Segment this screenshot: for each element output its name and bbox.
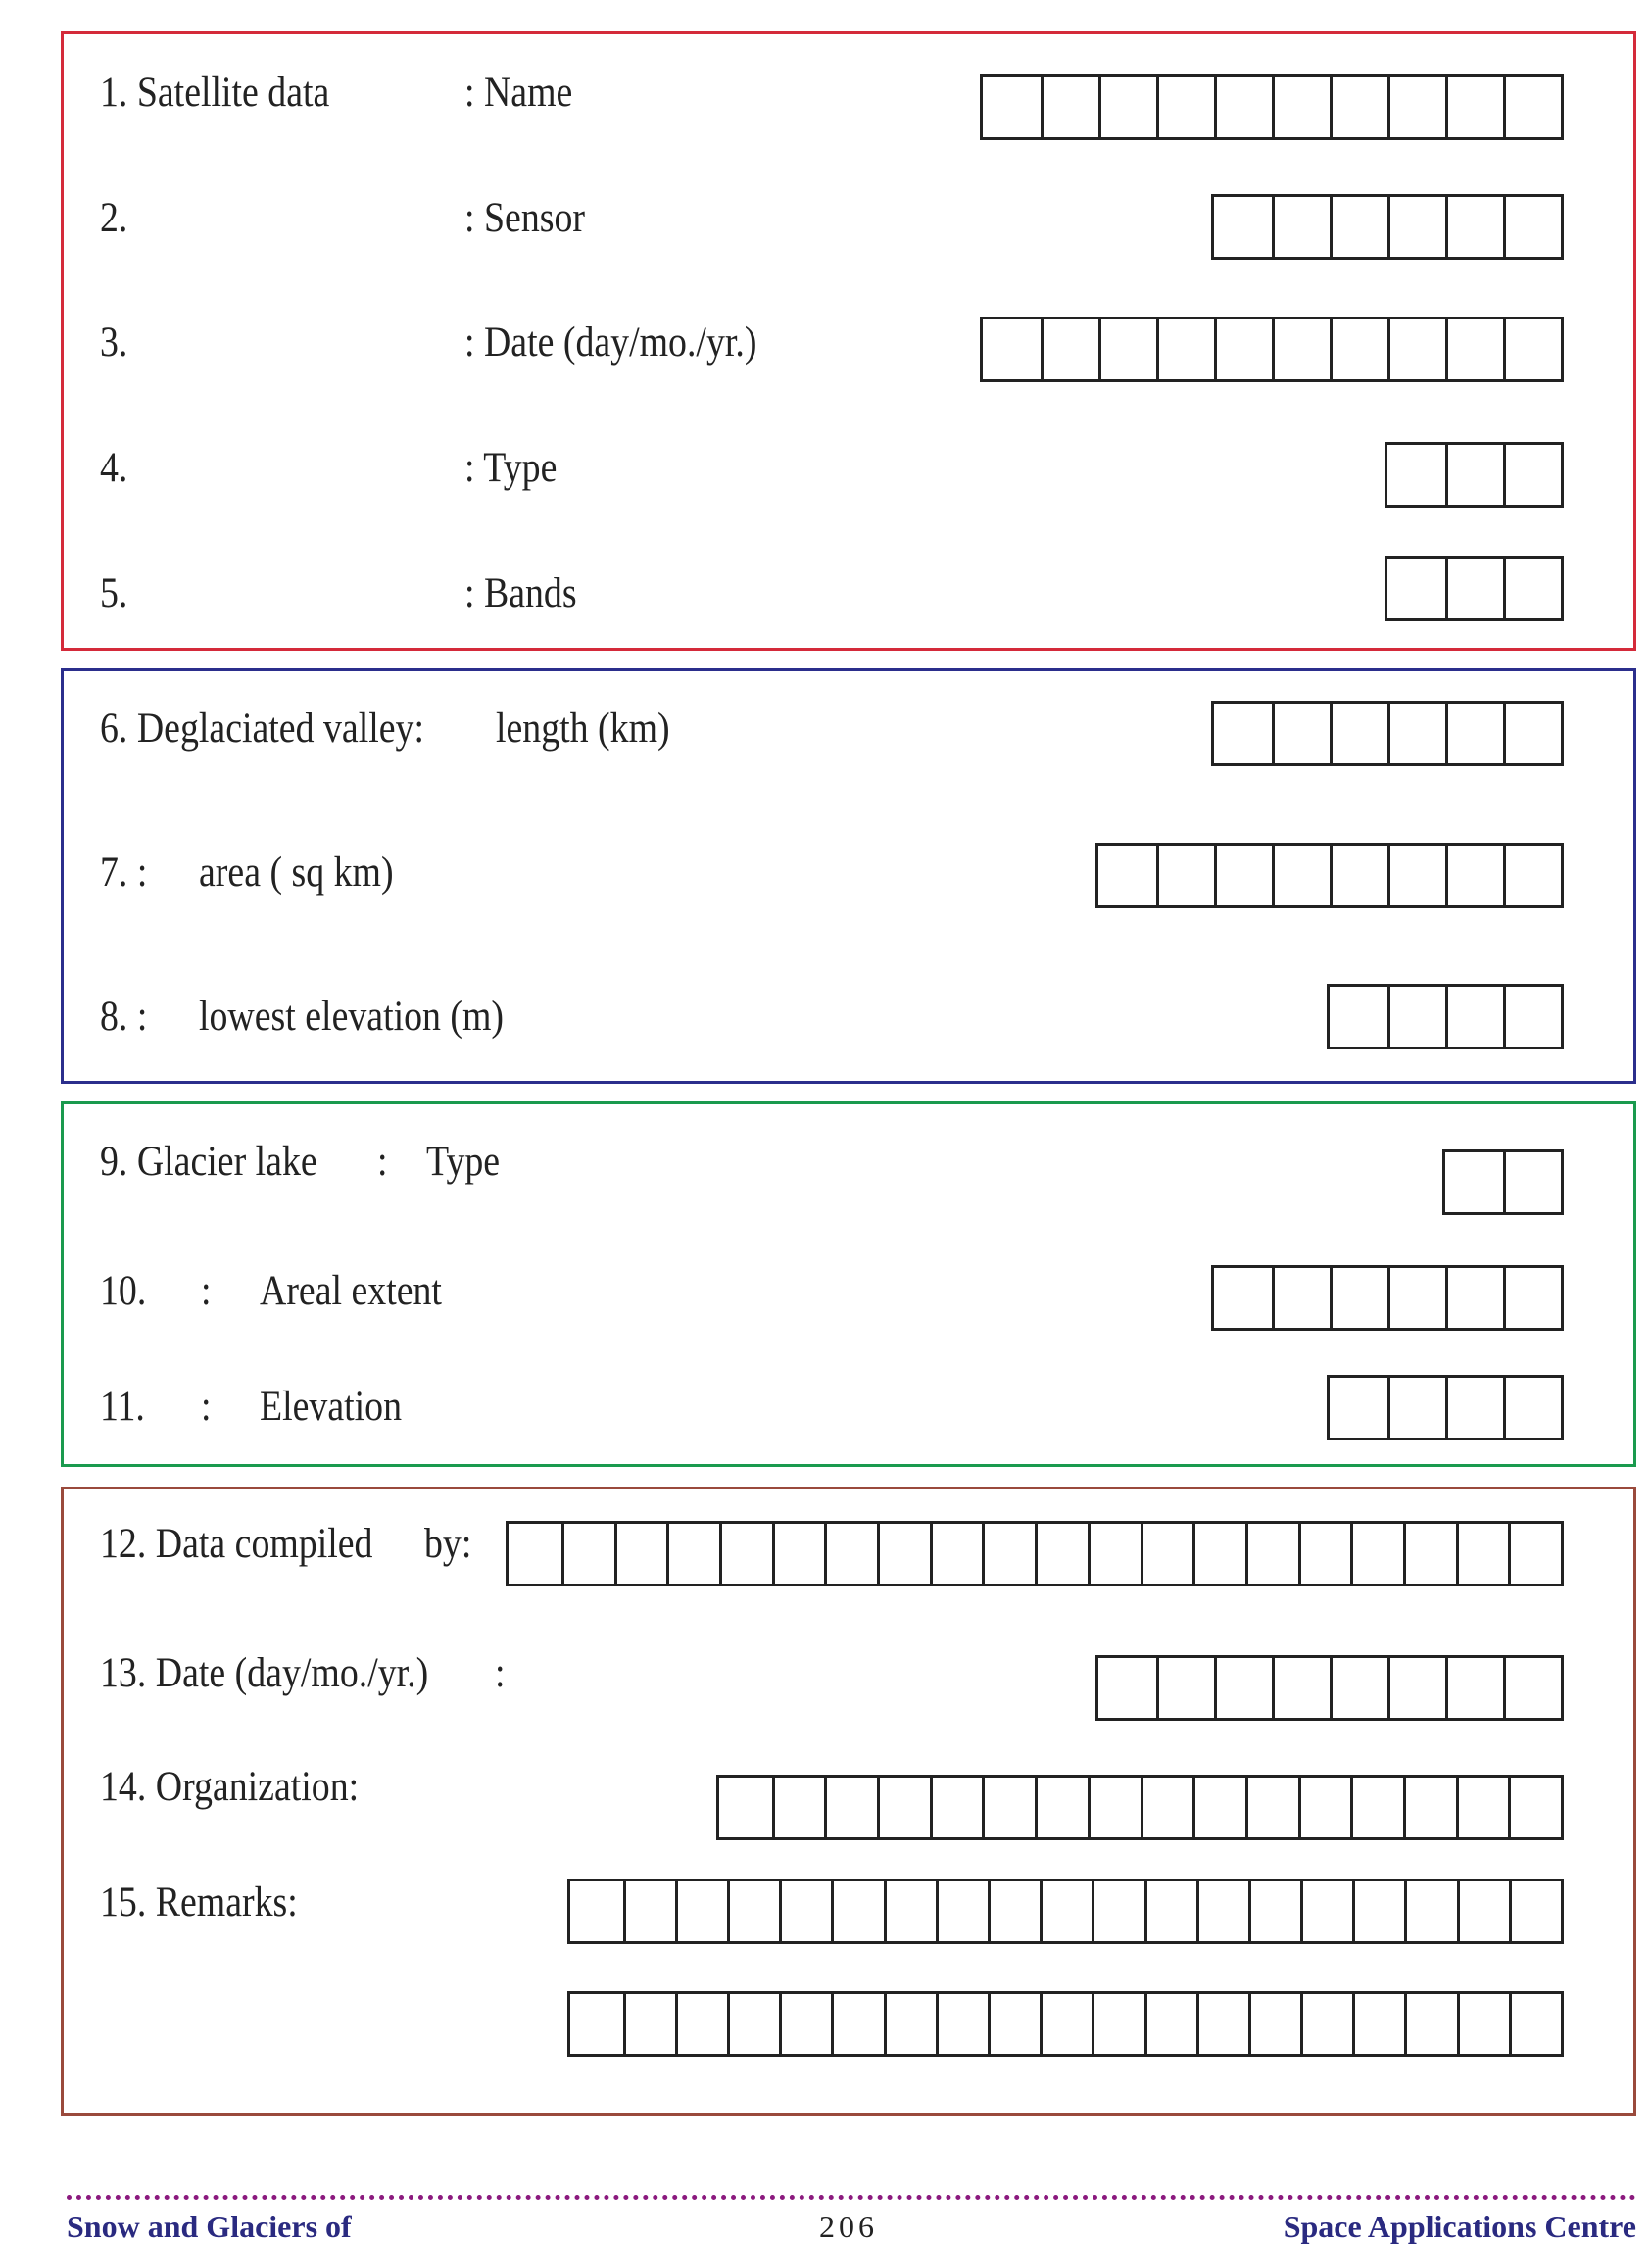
label-data-compiled: 12. Data compiled — [100, 1521, 373, 1567]
character-cell[interactable] — [982, 1524, 1035, 1584]
bands-field[interactable] — [1385, 556, 1564, 621]
character-cell[interactable] — [1456, 1524, 1509, 1584]
label-sensor: : Sensor — [464, 195, 585, 241]
label-number: 1. Satellite data — [100, 70, 330, 116]
label-number: 11. — [100, 1384, 145, 1430]
character-cell[interactable] — [1503, 704, 1561, 763]
character-cell[interactable] — [1156, 1658, 1214, 1718]
character-cell[interactable] — [772, 1778, 825, 1837]
label-organization: 14. Organization: — [100, 1764, 360, 1810]
character-cell[interactable] — [1352, 1881, 1404, 1941]
character-cell[interactable] — [831, 1881, 883, 1941]
label-number: 7. : — [100, 850, 148, 896]
character-cell[interactable] — [1196, 1994, 1248, 2054]
character-cell[interactable] — [623, 1881, 675, 1941]
character-cell[interactable] — [1387, 1378, 1445, 1438]
character-cell[interactable] — [884, 1881, 936, 1941]
character-cell[interactable] — [1214, 197, 1272, 257]
character-cell[interactable] — [824, 1524, 877, 1584]
label-deglaciated-valley: 6. Deglaciated valley: — [100, 706, 424, 752]
area-field[interactable] — [1095, 843, 1564, 908]
elevation-field[interactable] — [1327, 1375, 1564, 1440]
character-cell[interactable] — [1156, 319, 1214, 379]
character-cell[interactable] — [1144, 1994, 1196, 2054]
character-cell[interactable] — [1272, 846, 1330, 905]
character-cell[interactable] — [623, 1994, 675, 2054]
character-cell[interactable] — [1330, 704, 1387, 763]
character-cell[interactable] — [1456, 1778, 1509, 1837]
character-cell[interactable] — [1387, 559, 1445, 618]
character-cell[interactable] — [1248, 1994, 1300, 2054]
character-cell[interactable] — [1330, 1268, 1387, 1328]
character-cell[interactable] — [1503, 987, 1561, 1047]
character-cell[interactable] — [930, 1524, 983, 1584]
character-cell[interactable] — [1041, 77, 1098, 137]
character-cell[interactable] — [719, 1778, 772, 1837]
character-cell[interactable] — [1387, 197, 1445, 257]
character-cell[interactable] — [1272, 1658, 1330, 1718]
character-cell[interactable] — [1098, 1658, 1156, 1718]
character-cell[interactable] — [1156, 846, 1214, 905]
character-cell[interactable] — [1387, 1658, 1445, 1718]
character-cell[interactable] — [1298, 1524, 1351, 1584]
character-cell[interactable] — [1272, 319, 1330, 379]
character-cell[interactable] — [1445, 1658, 1503, 1718]
character-cell[interactable] — [1272, 1268, 1330, 1328]
character-cell[interactable] — [570, 1994, 622, 2054]
label-colon: : — [495, 1650, 506, 1696]
character-cell[interactable] — [1144, 1881, 1196, 1941]
character-cell[interactable] — [1098, 319, 1156, 379]
type-field[interactable] — [1385, 442, 1564, 508]
character-cell[interactable] — [1214, 846, 1272, 905]
character-cell[interactable] — [1214, 1658, 1272, 1718]
character-cell[interactable] — [1445, 319, 1503, 379]
character-cell[interactable] — [1330, 197, 1387, 257]
character-cell[interactable] — [1445, 704, 1503, 763]
label-lake-type: Type — [426, 1139, 501, 1185]
page-number: 206 — [819, 2209, 878, 2244]
character-cell[interactable] — [1445, 445, 1503, 505]
character-cell[interactable] — [1387, 987, 1445, 1047]
character-cell[interactable] — [1248, 1881, 1300, 1941]
label-number: 5. — [100, 570, 128, 616]
character-cell[interactable] — [1245, 1778, 1298, 1837]
label-remarks: 15. Remarks: — [100, 1879, 298, 1926]
footer-right-text: Space Applications Centre — [1283, 2209, 1636, 2244]
lake-type-field[interactable] — [1442, 1149, 1564, 1215]
character-cell[interactable] — [1457, 1881, 1509, 1941]
character-cell[interactable] — [1445, 77, 1503, 137]
character-cell[interactable] — [1503, 846, 1561, 905]
label-colon: : — [201, 1268, 212, 1314]
character-cell[interactable] — [779, 1881, 831, 1941]
character-cell[interactable] — [666, 1524, 719, 1584]
character-cell[interactable] — [988, 1994, 1040, 2054]
character-cell[interactable] — [1196, 1881, 1248, 1941]
label-number: 3. — [100, 319, 128, 366]
character-cell[interactable] — [936, 1881, 988, 1941]
sensor-field[interactable] — [1211, 194, 1564, 260]
character-cell[interactable] — [1272, 197, 1330, 257]
character-cell[interactable] — [1245, 1524, 1298, 1584]
character-cell[interactable] — [1330, 846, 1387, 905]
label-length: length (km) — [496, 706, 670, 752]
character-cell[interactable] — [509, 1524, 561, 1584]
character-cell[interactable] — [1387, 445, 1445, 505]
character-cell[interactable] — [1350, 1524, 1403, 1584]
character-cell[interactable] — [1041, 319, 1098, 379]
character-cell[interactable] — [1403, 1778, 1456, 1837]
character-cell[interactable] — [1330, 319, 1387, 379]
character-cell[interactable] — [1508, 1524, 1561, 1584]
character-cell[interactable] — [1330, 987, 1387, 1047]
character-cell[interactable] — [1192, 1524, 1245, 1584]
character-cell[interactable] — [1445, 197, 1503, 257]
character-cell[interactable] — [727, 1881, 779, 1941]
character-cell[interactable] — [1092, 1994, 1143, 2054]
label-number: 2. — [100, 195, 128, 241]
character-cell[interactable] — [877, 1524, 930, 1584]
character-cell[interactable] — [1035, 1778, 1088, 1837]
label-glacier-lake: 9. Glacier lake — [100, 1139, 317, 1185]
character-cell[interactable] — [675, 1881, 727, 1941]
character-cell[interactable] — [1508, 1778, 1561, 1837]
label-date: : Date (day/mo./yr.) — [464, 319, 757, 366]
date-field[interactable] — [980, 317, 1564, 382]
remarks-field-line2[interactable] — [567, 1991, 1564, 2057]
footer-left-text: Snow and Glaciers of — [67, 2209, 352, 2244]
character-cell[interactable] — [1298, 1778, 1351, 1837]
character-cell[interactable] — [930, 1778, 983, 1837]
character-cell[interactable] — [1040, 1994, 1092, 2054]
character-cell[interactable] — [1098, 846, 1156, 905]
compiled-by-field[interactable] — [506, 1521, 1564, 1586]
character-cell[interactable] — [1503, 197, 1561, 257]
character-cell[interactable] — [1214, 1268, 1272, 1328]
character-cell[interactable] — [1503, 319, 1561, 379]
character-cell[interactable] — [988, 1881, 1040, 1941]
character-cell[interactable] — [824, 1778, 877, 1837]
character-cell[interactable] — [1035, 1524, 1088, 1584]
lowest-elevation-field[interactable] — [1327, 984, 1564, 1049]
label-bands: : Bands — [464, 570, 577, 616]
character-cell[interactable] — [1141, 1778, 1193, 1837]
length-field[interactable] — [1211, 701, 1564, 766]
character-cell[interactable] — [1192, 1778, 1245, 1837]
character-cell[interactable] — [1141, 1524, 1193, 1584]
character-cell[interactable] — [831, 1994, 883, 2054]
character-cell[interactable] — [983, 77, 1041, 137]
name-field[interactable] — [980, 74, 1564, 140]
character-cell[interactable] — [1404, 1994, 1456, 2054]
character-cell[interactable] — [1088, 1778, 1141, 1837]
footer-divider — [67, 2195, 1636, 2200]
label-colon: : — [377, 1139, 388, 1185]
character-cell[interactable] — [1040, 1881, 1092, 1941]
label-name: : Name — [464, 70, 573, 116]
character-cell[interactable] — [1350, 1778, 1403, 1837]
character-cell[interactable] — [1300, 1994, 1352, 2054]
label-by: by: — [424, 1521, 472, 1567]
character-cell[interactable] — [1214, 77, 1272, 137]
label-colon: : — [201, 1384, 212, 1430]
label-type: : Type — [464, 445, 558, 491]
character-cell[interactable] — [614, 1524, 667, 1584]
character-cell[interactable] — [1503, 1658, 1561, 1718]
label-number: 4. — [100, 445, 128, 491]
character-cell[interactable] — [1509, 1994, 1561, 2054]
character-cell[interactable] — [1445, 987, 1503, 1047]
character-cell[interactable] — [1272, 77, 1330, 137]
character-cell[interactable] — [1457, 1994, 1509, 2054]
character-cell[interactable] — [1445, 846, 1503, 905]
character-cell[interactable] — [1214, 319, 1272, 379]
character-cell[interactable] — [1352, 1994, 1404, 2054]
character-cell[interactable] — [1387, 77, 1445, 137]
character-cell[interactable] — [1445, 1378, 1503, 1438]
character-cell[interactable] — [1330, 1658, 1387, 1718]
character-cell[interactable] — [1387, 1268, 1445, 1328]
character-cell[interactable] — [1445, 1268, 1503, 1328]
character-cell[interactable] — [1503, 445, 1561, 505]
character-cell[interactable] — [1403, 1524, 1456, 1584]
character-cell[interactable] — [570, 1881, 622, 1941]
character-cell[interactable] — [1330, 77, 1387, 137]
character-cell[interactable] — [936, 1994, 988, 2054]
character-cell[interactable] — [1092, 1881, 1143, 1941]
label-number: 10. — [100, 1268, 147, 1314]
organization-field[interactable] — [716, 1775, 1564, 1840]
character-cell[interactable] — [982, 1778, 1035, 1837]
label-area: area ( sq km) — [199, 850, 394, 896]
character-cell[interactable] — [1503, 1268, 1561, 1328]
character-cell[interactable] — [1387, 704, 1445, 763]
remarks-field-line1[interactable] — [567, 1879, 1564, 1944]
character-cell[interactable] — [779, 1994, 831, 2054]
compile-date-field[interactable] — [1095, 1655, 1564, 1721]
character-cell[interactable] — [1503, 77, 1561, 137]
character-cell[interactable] — [1387, 319, 1445, 379]
character-cell[interactable] — [1214, 704, 1272, 763]
areal-extent-field[interactable] — [1211, 1265, 1564, 1331]
character-cell[interactable] — [1330, 1378, 1387, 1438]
label-lowest-elevation: lowest elevation (m) — [199, 994, 505, 1040]
character-cell[interactable] — [1503, 1152, 1561, 1212]
character-cell[interactable] — [1503, 1378, 1561, 1438]
label-compile-date: 13. Date (day/mo./yr.) — [100, 1650, 429, 1696]
character-cell[interactable] — [1156, 77, 1214, 137]
character-cell[interactable] — [1445, 559, 1503, 618]
character-cell[interactable] — [1509, 1881, 1561, 1941]
character-cell[interactable] — [1404, 1881, 1456, 1941]
character-cell[interactable] — [983, 319, 1041, 379]
character-cell[interactable] — [1088, 1524, 1141, 1584]
character-cell[interactable] — [772, 1524, 825, 1584]
character-cell[interactable] — [884, 1994, 936, 2054]
label-areal-extent: Areal extent — [260, 1268, 442, 1314]
character-cell[interactable] — [727, 1994, 779, 2054]
character-cell[interactable] — [719, 1524, 772, 1584]
character-cell[interactable] — [561, 1524, 614, 1584]
character-cell[interactable] — [1098, 77, 1156, 137]
character-cell[interactable] — [1272, 704, 1330, 763]
character-cell[interactable] — [1300, 1881, 1352, 1941]
character-cell[interactable] — [1445, 1152, 1503, 1212]
character-cell[interactable] — [1503, 559, 1561, 618]
label-elevation: Elevation — [260, 1384, 403, 1430]
label-number: 8. : — [100, 994, 148, 1040]
character-cell[interactable] — [675, 1994, 727, 2054]
character-cell[interactable] — [1387, 846, 1445, 905]
character-cell[interactable] — [877, 1778, 930, 1837]
